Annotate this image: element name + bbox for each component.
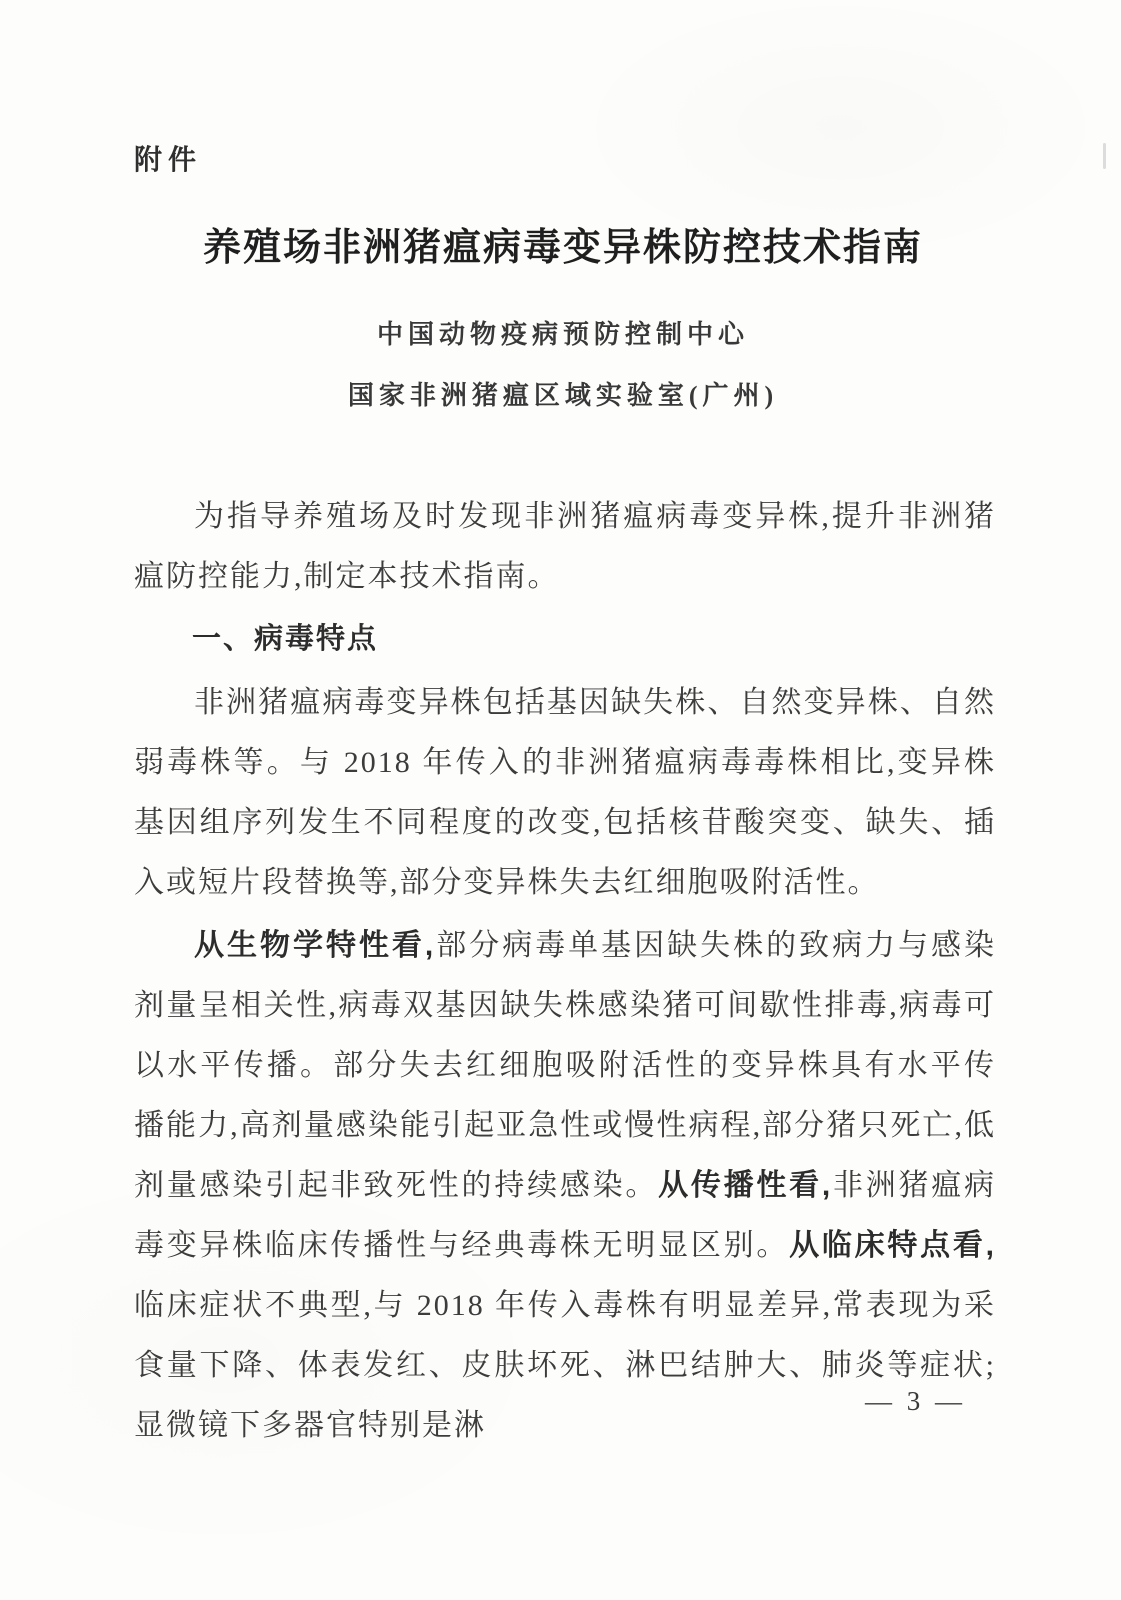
attachment-label: 附件 <box>134 144 203 175</box>
section-1-heading: 一、病毒特点 <box>192 623 379 655</box>
intro-paragraph: 为指导养殖场及时发现非洲猪瘟病毒变异株,提升非洲猪瘟防控能力,制定本技术指南。 <box>134 500 996 593</box>
paragraph-virus-variants: 非洲猪瘟病毒变异株包括基因缺失株、自然变异株、自然弱毒株等。与 2018 年传入的非洲猪瘟病毒毒株相比,变异株基因组序列发生不同程度的改变,包括核苷酸突变、缺失、插入或短片段替换等,部分变异株失去红细胞吸附活性。 <box>134 686 996 899</box>
body-run-text: 非洲猪瘟病毒变异株临床传播性与经典毒株无明显区别。 <box>134 1169 997 1262</box>
body-text <box>134 487 996 1456</box>
bold-run-text: 从临床特点看, <box>789 1229 996 1262</box>
org-line-issuer: 中国动物疫病预防控制中心 <box>376 320 749 349</box>
page-number: — 3 — <box>865 1386 966 1416</box>
body-run-text: 临床症状不典型,与 2018 年传入毒株有明显差异,常表现为采食量下降、体表发红、皮肤坏死、淋巴结肿大、肺炎等症状;显微镜下多器官特别是淋 <box>134 1289 996 1442</box>
bold-run-text: 从传播性看, <box>658 1169 833 1202</box>
body-run-text: 部分病毒单基因缺失株的致病力与感染剂量呈相关性,病毒双基因缺失株感染猪可间歇性排毒,病毒可以水平传播。部分失去红细胞吸附活性的变异株具有水平传播能力,高剂量感染能引起亚急性或慢性病程,部分猪只死亡,低剂量感染引起非致死性的持续感染。 <box>134 929 997 1202</box>
org-line-laboratory: 国家非洲猪瘟区域实验室(广州) <box>347 381 779 410</box>
document-title: 养殖场非洲猪瘟病毒变异株防控技术指南 <box>202 227 923 269</box>
bold-run-text: 从生物学特性看, <box>194 929 436 962</box>
scan-artifact-line <box>1103 143 1106 169</box>
paragraph-virus-characteristics <box>134 916 996 1456</box>
